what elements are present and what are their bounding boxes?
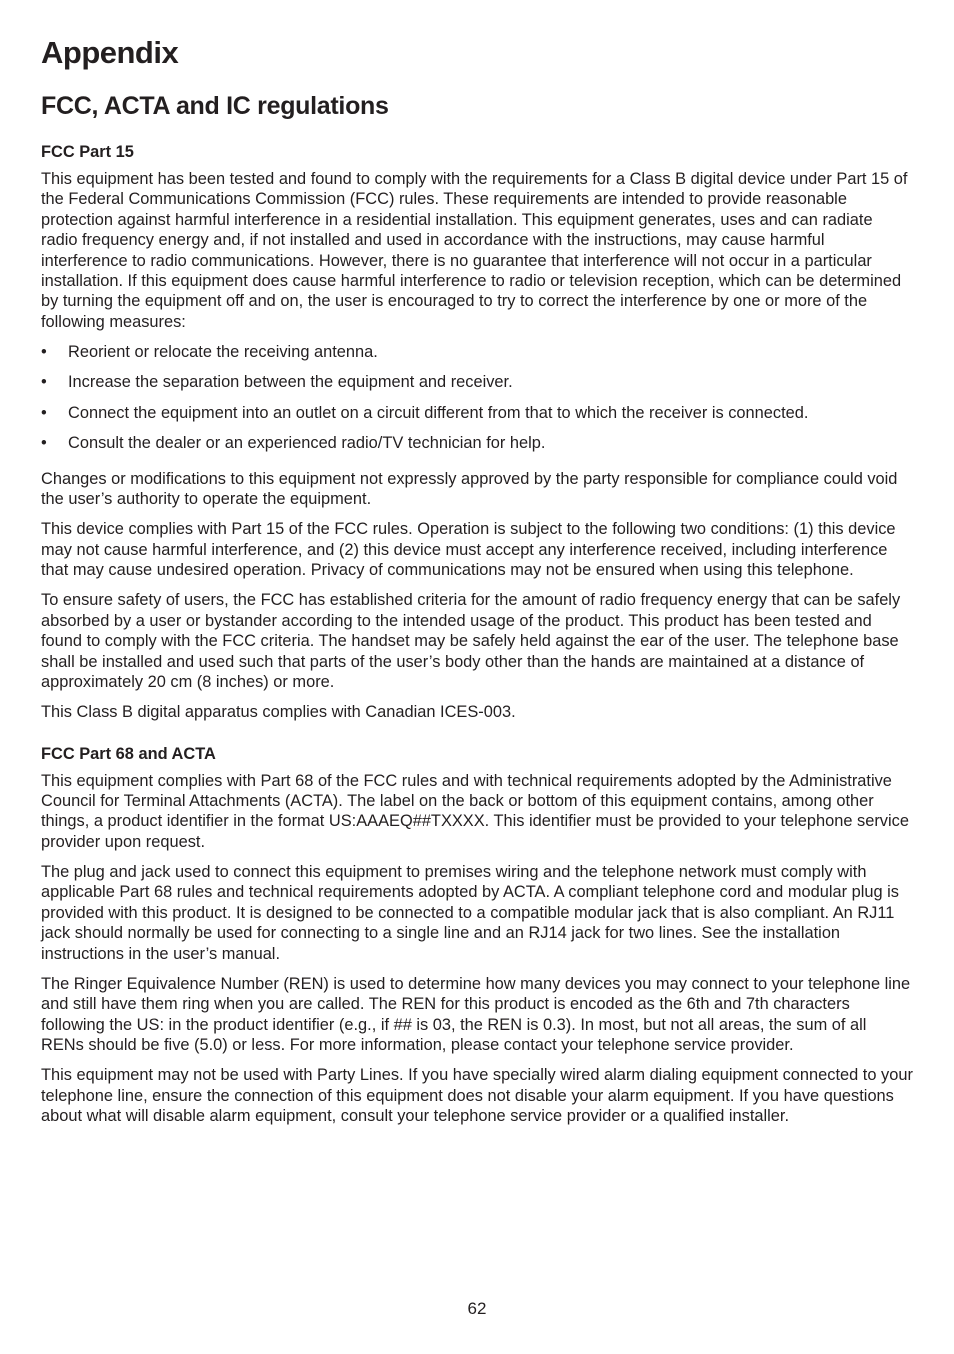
- list-item: [41, 433, 913, 453]
- list-item-text: Increase the separation between the equipment and receiver.: [68, 373, 513, 392]
- paragraph-modifications: Changes or modifications to this equipment not expressly approved by the party responsible for compliance could void the user’s authority to operate the equipment.: [41, 469, 898, 509]
- paragraph-rf-safety: To ensure safety of users, the FCC has established criteria for the amount of radio frequency energy that can be safely absorbed by a user or bystander according to the intended usage of the product. This product has been tested and found to comply with the FCC criteria. The handset may be safely held against the ear of the user. The telephone base shall be installed and used such that parts of the user’s body other than the hands are maintained at a distance of approximately 20 cm (8 inches) or more.: [41, 591, 901, 691]
- section-title: FCC, ACTA and IC regulations: [41, 92, 389, 120]
- paragraph-party-lines: This equipment may not be used with Party Lines. If you have specially wired alarm dialing equipment connected to your telephone line, ensure the connection of this equipment does not disable your alarm equipment. If you have questions about what will disable alarm equipment, consult your telephone service provider or a qualified installer.: [41, 1066, 913, 1126]
- paragraph-part15-conditions: This device complies with Part 15 of the FCC rules. Operation is subject to the following two conditions: (1) this device may not cause harmful interference, and (2) this device must accept any interference received, including interference that may cause undesired operation. Privacy of communications may not be ensured when using this telephone.: [41, 520, 896, 580]
- bullet-icon: •: [41, 434, 47, 453]
- measures-list: [41, 342, 913, 454]
- bullet-icon: •: [41, 343, 47, 362]
- list-item-text: Reorient or relocate the receiving antenna.: [68, 343, 378, 362]
- document-body: [41, 141, 913, 1136]
- paragraph-plug-and-jack: The plug and jack used to connect this equipment to premises wiring and the telephone network must comply with applicable Part 68 rules and technical requirements adopted by ACTA. A compliant telephone cord and modular plug is provided with this product. It is designed to be connected to a compatible modular jack that is also compliant. An RJ11 jack should normally be used for connecting to a single line and an RJ14 jack for two lines. See the installation instructions in the user’s manual.: [41, 862, 899, 963]
- fcc-part-15-section: [41, 141, 913, 723]
- list-item-text: Connect the equipment into an outlet on a circuit different from that to which the receiver is connected.: [68, 403, 809, 422]
- page-title: Appendix: [41, 35, 179, 70]
- bullet-icon: •: [41, 373, 47, 392]
- list-item-text: Consult the dealer or an experienced radio/TV technician for help.: [68, 434, 546, 453]
- bullet-icon: •: [41, 403, 47, 422]
- paragraph-part68-compliance: This equipment complies with Part 68 of the FCC rules and with technical requirements adopted by the Administrative Council for Terminal Attachments (ACTA). The label on the back or bottom of this equipment contains, among other things, a product identifier in the format US:AAAEQ##TXXXX. This identifier must be provided to your telephone service provider upon request.: [41, 771, 909, 851]
- page-number: 62: [467, 1299, 487, 1318]
- list-item: [41, 403, 913, 423]
- fcc-part-68-heading: FCC Part 68 and ACTA: [41, 744, 216, 763]
- fcc-part-15-heading: FCC Part 15: [41, 143, 134, 161]
- paragraph-ices-003: This Class B digital apparatus complies with Canadian ICES-003.: [41, 703, 516, 722]
- fcc-part-15-intro: This equipment has been tested and found to comply with the requirements for a Class B digital device under Part 15 of the Federal Communications Commission (FCC) rules. These requirements are intended to provide reasonable protection against harmful interference in a residential installation. This equipment generates, uses and can radiate radio frequency energy and, if not installed and used in accordance with the instructions, may cause harmful interference to radio communications. However, there is no guarantee that interference will not occur in a particular installation. If this equipment does cause harmful interference to radio or television reception, which can be determined by turning the equipment off and on, the user is encouraged to try to correct the interference by one or more of the following measures:: [41, 170, 908, 331]
- paragraph-ren: The Ringer Equivalence Number (REN) is used to determine how many devices you may connect to your telephone line and still have them ring when you are called. The REN for this product is encoded as the 6th and 7th characters following the US: in the product identifier (e.g., if ## is 03, the REN is 0.3). In most, but not all areas, the sum of all RENs should be five (5.0) or less. For more information, please contact your telephone service provider.: [41, 974, 911, 1054]
- list-item: [41, 342, 913, 362]
- list-item: [41, 372, 913, 392]
- fcc-part-68-section: [41, 743, 913, 1127]
